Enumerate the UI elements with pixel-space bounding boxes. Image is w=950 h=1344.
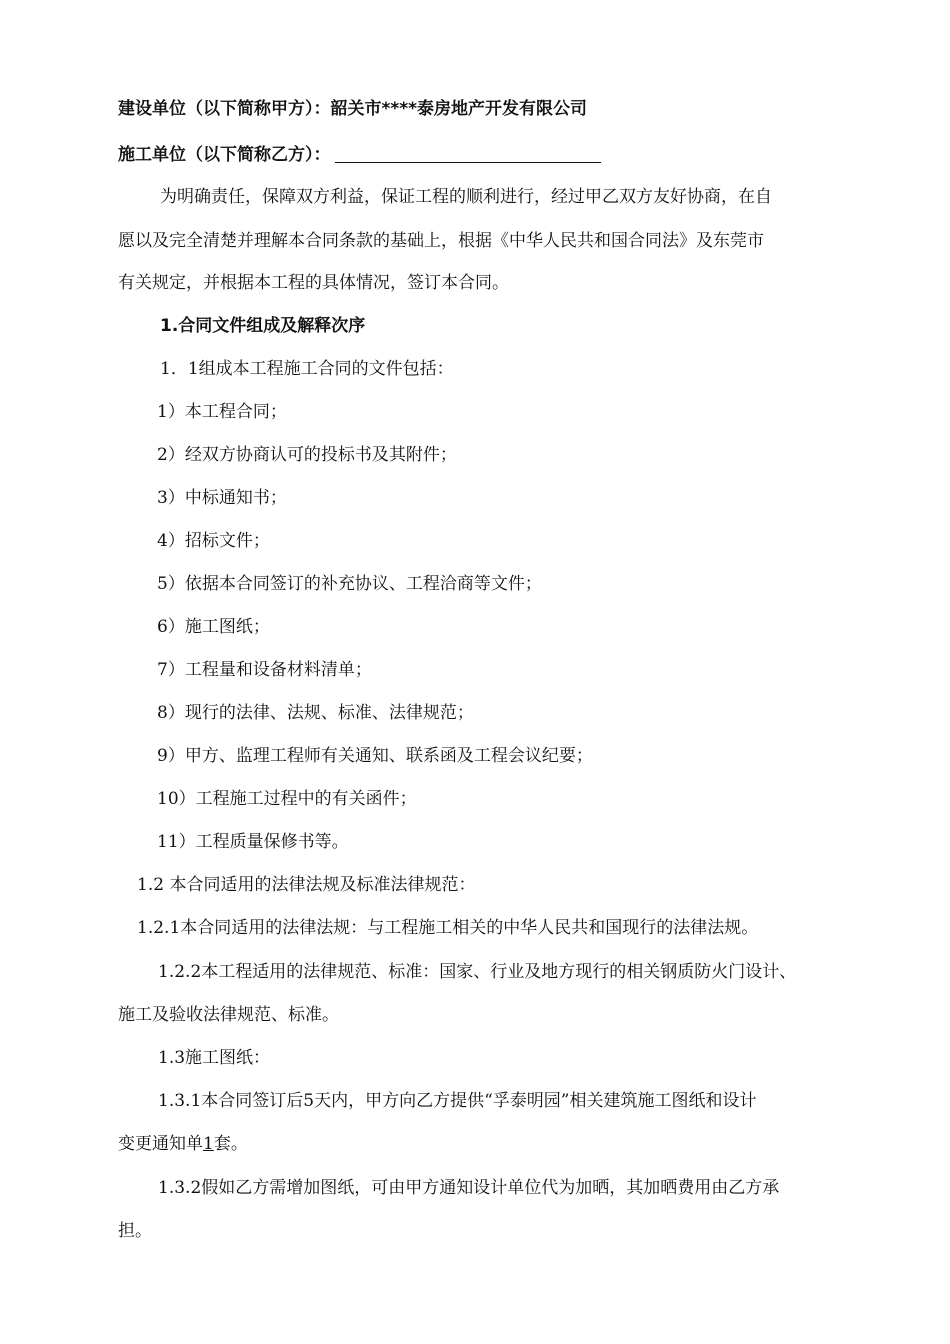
clause-1-2-1: 1.2.1本合同适用的法律法规：与工程施工相关的中华人民共和国现行的法律法规。 xyxy=(137,918,759,938)
clause-1-2: 1.2 本合同适用的法律法规及标准法律规范： xyxy=(137,875,476,895)
list-item: 8）现行的法律、法规、标准、法律规范； xyxy=(157,703,474,723)
party-b-line xyxy=(118,145,858,165)
party-b-blank xyxy=(335,146,601,163)
intro-line-2: 愿以及完全清楚并理解本合同条款的基础上，根据《中华人民共和国合同法》及东莞市 xyxy=(118,231,764,251)
list-item: 1）本工程合同； xyxy=(157,402,287,422)
intro-line-3: 有关规定，并根据本工程的具体情况，签订本合同。 xyxy=(118,273,509,293)
intro-line-1: 为明确责任，保障双方利益，保证工程的顺利进行，经过甲乙双方友好协商，在自 xyxy=(160,187,772,207)
list-item: 4）招标文件； xyxy=(157,531,270,551)
list-item: 9）甲方、监理工程师有关通知、联系函及工程会议纪要； xyxy=(157,746,593,766)
clause-1-3: 1.3施工图纸： xyxy=(158,1048,271,1068)
clause-1-1: 1．1组成本工程施工合同的文件包括： xyxy=(160,359,454,379)
clause-1-3-1-line-2 xyxy=(118,1134,858,1154)
list-item: 6）施工图纸； xyxy=(157,617,270,637)
list-item: 7）工程量和设备材料清单； xyxy=(157,660,372,680)
list-item: 3）中标通知书； xyxy=(157,488,287,508)
list-item: 5）依据本合同签订的补充协议、工程洽商等文件； xyxy=(157,574,542,594)
section-1-heading: 1.合同文件组成及解释次序 xyxy=(160,316,366,336)
clause-1-3-1-post: 套。 xyxy=(213,1134,248,1154)
clause-1-2-2-line-1: 1.2.2本工程适用的法律规范、标准：国家、行业及地方现行的相关钢质防火门设计、 xyxy=(158,962,797,982)
clause-1-3-1-pre: 变更通知单 xyxy=(118,1134,203,1154)
clause-1-3-2-line-1: 1.3.2假如乙方需增加图纸，可由甲方通知设计单位代为加晒，其加晒费用由乙方承 xyxy=(158,1178,780,1198)
list-item: 11）工程质量保修书等。 xyxy=(157,832,349,852)
clause-1-3-1-line-1: 1.3.1本合同签订后5天内，甲方向乙方提供“孚泰明园”相关建筑施工图纸和设计 xyxy=(158,1091,757,1111)
party-a-line: 建设单位（以下简称甲方）：韶关市****泰房地产开发有限公司 xyxy=(118,99,588,119)
list-item: 10）工程施工过程中的有关函件； xyxy=(157,789,417,809)
list-item: 2）经双方协商认可的投标书及其附件； xyxy=(157,445,457,465)
drawing-set-count: 1 xyxy=(203,1134,214,1154)
party-b-label: 施工单位（以下简称乙方）： xyxy=(118,145,331,165)
clause-1-2-2-line-2: 施工及验收法律规范、标准。 xyxy=(118,1005,339,1025)
clause-1-3-2-line-2: 担。 xyxy=(118,1221,152,1241)
